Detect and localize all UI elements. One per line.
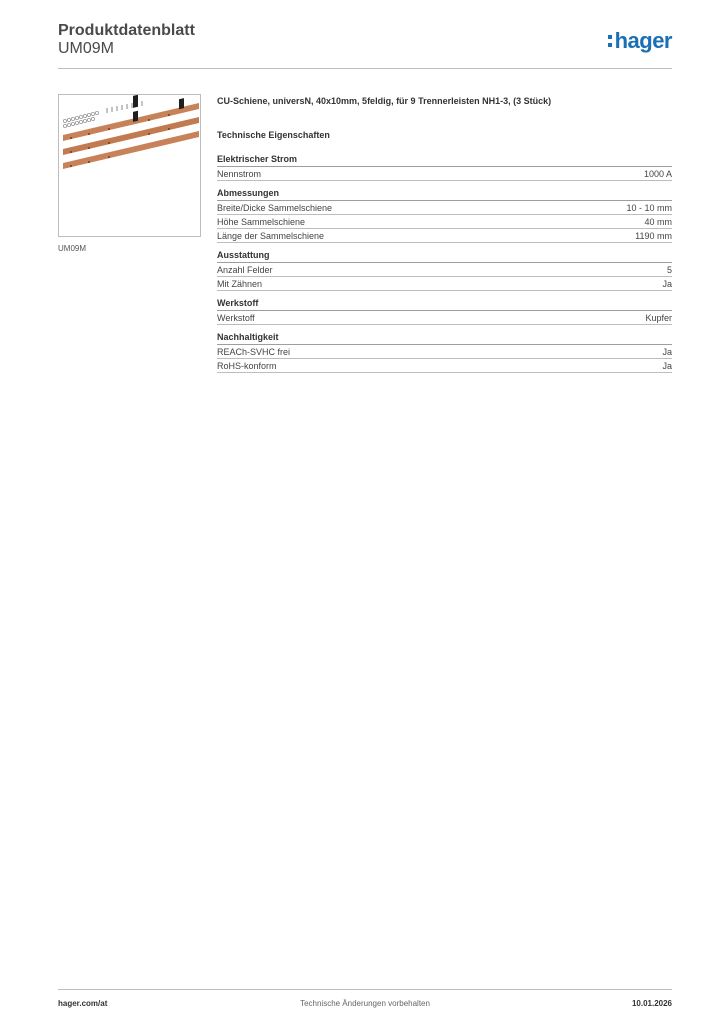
- footer-website-link[interactable]: hager.com/at: [58, 999, 108, 1008]
- spec-value: Ja: [662, 361, 672, 371]
- copper-busbar-illustration: [59, 95, 200, 236]
- spec-row: [217, 263, 672, 277]
- spec-label: Anzahl Felder: [217, 265, 273, 275]
- product-details: [217, 96, 672, 380]
- spec-value: 1190 mm: [635, 231, 672, 241]
- spec-label: Mit Zähnen: [217, 279, 263, 289]
- spec-value: 5: [666, 265, 672, 275]
- spec-row: [217, 167, 672, 181]
- section-equipment: [217, 250, 672, 291]
- image-caption: UM09M: [58, 244, 87, 253]
- spec-row: [217, 311, 672, 325]
- section-material: [217, 298, 672, 325]
- spec-value: 10 - 10 mm: [626, 203, 672, 213]
- spec-row: [217, 229, 672, 243]
- spec-label: Nennstrom: [217, 169, 262, 179]
- spec-label: Höhe Sammelschiene: [217, 217, 306, 227]
- spec-label: REACh-SVHC frei: [217, 347, 291, 357]
- spec-label: Länge der Sammelschiene: [217, 231, 325, 241]
- footer-notice: Technische Änderungen vorbehalten: [300, 999, 430, 1008]
- spec-value: Ja: [662, 279, 672, 289]
- section-dimensions: [217, 188, 672, 243]
- logo-text: hager: [614, 28, 672, 53]
- section-title: Ausstattung: [217, 250, 672, 263]
- logo-dots-icon: [608, 35, 612, 47]
- page-footer: [58, 989, 672, 1014]
- spec-row: [217, 345, 672, 359]
- section-electric-current: [217, 154, 672, 181]
- document-title: Produktdatenblatt: [58, 22, 195, 39]
- page-header: [58, 20, 672, 69]
- hager-logo: [608, 28, 672, 54]
- spec-label: Werkstoff: [217, 313, 255, 323]
- product-code-title: UM09M: [58, 40, 115, 57]
- section-title: Abmessungen: [217, 188, 672, 201]
- spec-row: [217, 277, 672, 291]
- section-title: Nachhaltigkeit: [217, 332, 672, 345]
- product-image: [58, 94, 201, 237]
- spec-label: RoHS-konform: [217, 361, 277, 371]
- spec-value: Ja: [662, 347, 672, 357]
- spec-value: 40 mm: [644, 217, 672, 227]
- footer-date: 10.01.2026: [631, 999, 672, 1008]
- section-title: Werkstoff: [217, 298, 672, 311]
- spec-row: [217, 201, 672, 215]
- spec-value: Kupfer: [645, 313, 672, 323]
- spec-value: 1000 A: [643, 169, 672, 179]
- technical-properties-heading: Technische Eigenschaften: [217, 130, 330, 140]
- section-sustainability: [217, 332, 672, 373]
- spec-row: [217, 359, 672, 373]
- spec-label: Breite/Dicke Sammelschiene: [217, 203, 333, 213]
- spec-row: [217, 215, 672, 229]
- section-title: Elektrischer Strom: [217, 154, 672, 167]
- product-description: CU-Schiene, universN, 40x10mm, 5feldig, für 9 Trennerleisten NH1-3, (3 Stück): [217, 96, 552, 106]
